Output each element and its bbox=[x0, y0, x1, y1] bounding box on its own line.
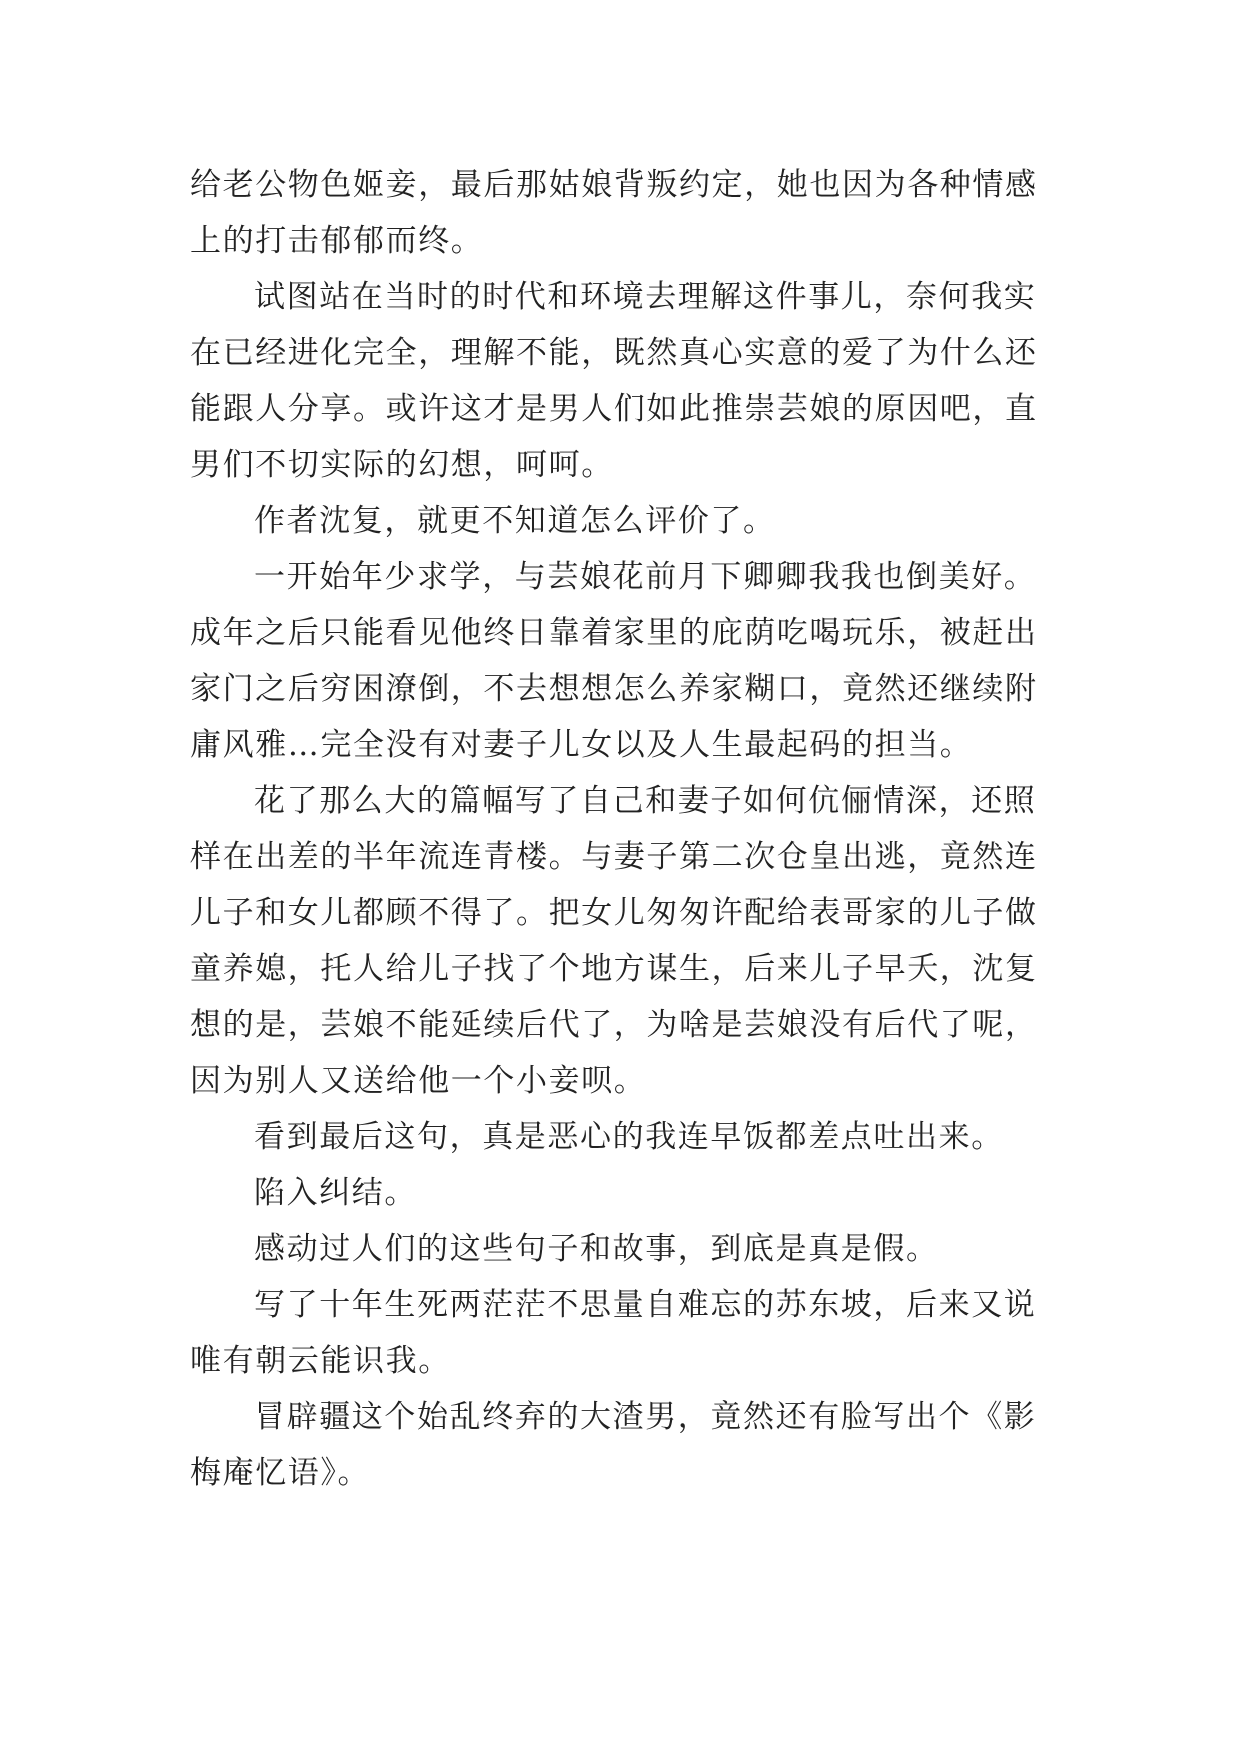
paragraph-5: 花了那么大的篇幅写了自己和妻子如何伉俪情深，还照样在出差的半年流连青楼。与妻子第二次仓皇出逃，竟然连儿子和女儿都顾不得了。把女儿匆匆许配给表哥家的儿子做童养媳，托人给儿子找了个地方谋生，后来儿子早夭，沈复想的是，芸娘不能延续后代了，为啥是芸娘没有后代了呢，因为别人又送给他一个小妾呗。 bbox=[190, 783, 1038, 1099]
paragraph-2: 试图站在当时的时代和环境去理解这件事儿，奈何我实在已经进化完全，理解不能，既然真心实意的爱了为什么还能跟人分享。或许这才是男人们如此推崇芸娘的原因吧，直男们不切实际的幻想，呵呵。 bbox=[190, 279, 1038, 483]
paragraph-7: 陷入纠结。 bbox=[254, 1175, 417, 1211]
paragraph-6: 看到最后这句，真是恶心的我连早饭都差点吐出来。 bbox=[254, 1119, 1004, 1155]
paragraph-4: 一开始年少求学，与芸娘花前月下卿卿我我也倒美好。成年之后只能看见他终日靠着家里的庇荫吃喝玩乐，被赶出家门之后穷困潦倒，不去想想怎么养家糊口，竟然还继续附庸风雅…完全没有对妻子儿女以及人生最起码的担当。 bbox=[190, 559, 1038, 763]
paragraph-10: 冒辟疆这个始乱终弃的大渣男，竟然还有脸写出个《影梅庵忆语》。 bbox=[190, 1399, 1037, 1491]
paragraph-9: 写了十年生死两茫茫不思量自难忘的苏东坡，后来又说唯有朝云能识我。 bbox=[190, 1287, 1037, 1379]
body-text bbox=[190, 157, 1065, 1501]
paragraph-3: 作者沈复，就更不知道怎么评价了。 bbox=[254, 503, 776, 539]
paragraph-8: 感动过人们的这些句子和故事，到底是真是假。 bbox=[254, 1231, 939, 1267]
paragraph-1: 给老公物色姬妾，最后那姑娘背叛约定，她也因为各种情感上的打击郁郁而终。 bbox=[190, 167, 1038, 259]
